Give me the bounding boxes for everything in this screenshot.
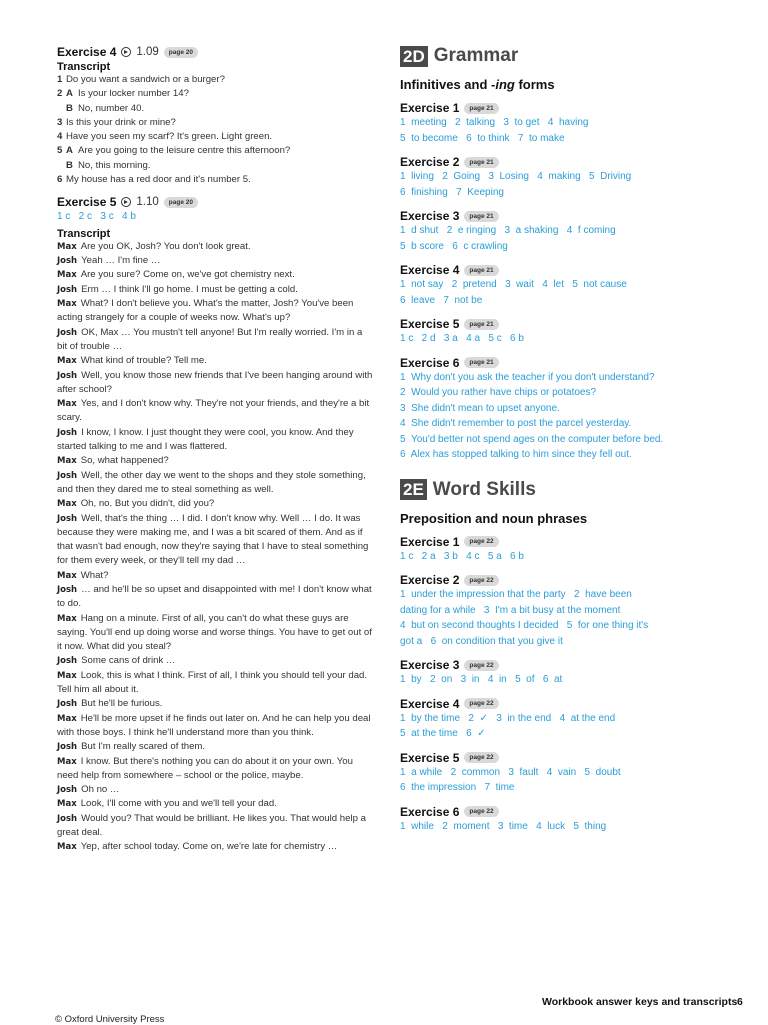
subtitle-text: Infinitives and [400, 77, 492, 92]
dialog-line [57, 697, 375, 711]
audio-icon [121, 47, 131, 57]
dialog-line [57, 254, 375, 268]
line-number: 3 [57, 116, 63, 128]
dialog-line [57, 512, 375, 569]
exercise-title: Exercise 4 [400, 263, 460, 277]
answer-line: 6 finishing 7 Keeping [400, 186, 504, 198]
answer-line: 5 You'd better not spend ages on the computer before bed. [400, 433, 664, 445]
dialog-text: Are you OK, Josh? You don't look great. [80, 240, 251, 252]
dialog-line [57, 426, 375, 455]
dialog-line [57, 755, 375, 784]
speaker-name: Josh [57, 327, 78, 338]
speaker-name: Max [57, 842, 77, 853]
exercise-block [400, 535, 740, 565]
exercise-title: Exercise 2 [400, 573, 460, 587]
answer-line: 1 c 2 d 3 a 4 a 5 c 6 b [400, 333, 524, 344]
dialog-line [57, 268, 375, 282]
exercise-block [400, 263, 740, 308]
page-reference-badge: page 21 [464, 265, 498, 276]
exercise-block [400, 155, 740, 200]
transcript-label: Transcript [57, 227, 111, 240]
answer-line: 1 c 2 a 3 b 4 c 5 a 6 b [400, 550, 524, 562]
dialog-line [57, 354, 375, 368]
dialog-text: I know. But there's nothing you can do about it on your own. You need help from somewhere – school or the police, maybe. [57, 755, 353, 781]
speaker-name: Josh [57, 427, 78, 438]
speaker-name: Josh [57, 585, 78, 595]
speaker-letter: A [66, 88, 73, 100]
dialog-line [57, 497, 375, 511]
track-number: 1.09 [136, 46, 159, 58]
speaker-name: Max [57, 270, 77, 281]
line-text: Is your locker number 14? [78, 88, 189, 100]
dialog-line [57, 469, 375, 498]
line-number: 1 [57, 74, 63, 85]
exercise-title: Exercise 5 [57, 195, 117, 210]
answer-line: 1 living 2 Going 3 Losing 4 making 5 Driving [400, 171, 632, 182]
answer-line: 1 not say 2 pretend 3 wait 4 let 5 not cause [400, 279, 627, 290]
dialog-text: Oh, no. But you didn't, did you? [80, 498, 215, 510]
section-title: Word Skills [432, 478, 536, 500]
audio-icon [121, 197, 131, 207]
page-reference-badge: page 21 [464, 319, 498, 330]
transcript-line [57, 116, 375, 130]
dialog-text: I know, I know. I just thought they were cool, you know. And they started talking to me and I was flattered. [57, 426, 354, 453]
answer-line: dating for a while 3 I'm a bit busy at the moment [400, 604, 621, 616]
dialog-text: He'll be more upset if he finds out later on. And he can help you deal with those boys. I think he'll understand more than you think. [57, 712, 371, 738]
copyright: © Oxford University Press [55, 1014, 165, 1025]
section-title: Grammar [433, 45, 519, 66]
page-reference-badge: page 20 [164, 47, 198, 58]
line-number: 2 [57, 88, 63, 100]
dialog-line [57, 326, 375, 355]
answer-line: 4 but on second thoughts I decided 5 for one thing it's [400, 620, 649, 631]
answer-line: 1 by the time 2 ✓ 3 in the end 4 at the end [400, 712, 616, 724]
dialog-line [57, 783, 375, 797]
answer-line: 1 Why don't you ask the teacher if you don't understand? [400, 371, 655, 383]
dialog-text: Look, this is what I think. First of all, I think you should tell your dad. Tell him all about it. [57, 669, 368, 696]
dialog-text: So, what happened? [80, 455, 169, 467]
dialog-text: Well, the other day we went to the shops and they stole something, and then they dared me to steal something as well. [57, 469, 366, 495]
dialog-text: But I'm really scared of them. [81, 741, 206, 753]
dialog-text: Well, you know those new friends that I've been hanging around with after school? [57, 369, 373, 395]
dialog-line [57, 297, 375, 326]
exercise-title: Exercise 1 [400, 101, 460, 115]
speaker-name: Max [57, 356, 77, 367]
exercise-block [400, 573, 740, 649]
speaker-name: Josh [57, 813, 78, 824]
speaker-name: Max [57, 613, 77, 624]
line-text: Is this your drink or mine? [66, 116, 176, 128]
dialog-line [57, 712, 375, 741]
answer-line: 1 by 2 on 3 in 4 in 5 of 6 at [400, 674, 563, 685]
page-reference-badge: page 22 [464, 806, 498, 817]
page-number: 6 [737, 996, 743, 1008]
dialog-text: Are you sure? Come on, we've got chemistry next. [80, 269, 295, 281]
exercise-title: Exercise 5 [400, 750, 460, 765]
exercise-block [400, 697, 740, 742]
answer-line: 1 a while 2 common 3 fault 4 vain 5 doubt [400, 766, 621, 778]
exercise-block [400, 805, 740, 835]
exercise-block [400, 101, 740, 146]
dialog-line [57, 569, 375, 583]
dialog-line [57, 840, 375, 854]
speaker-name: Max [57, 713, 77, 724]
exercise-heading [400, 573, 740, 587]
page-reference-badge: page 22 [464, 575, 498, 586]
line-number: 4 [57, 131, 63, 143]
transcript-label: Transcript [57, 61, 111, 73]
page-reference-badge: page 22 [464, 660, 498, 671]
exercise-4-transcript [57, 73, 375, 187]
speaker-name: Josh [57, 513, 78, 524]
exercise-5-heading [57, 195, 375, 209]
transcript-line [57, 173, 375, 187]
dialog-text: OK, Max … You mustn't tell anyone! But I'm really worried. I'm in a bit of trouble … [57, 326, 363, 352]
answer-line: 4 She didn't remember to post the parcel yesterday. [400, 418, 632, 429]
subtitle-end: forms [514, 77, 555, 92]
dialog-text: … and he'll be so upset and disappointed with me! I don't know what to do. [57, 584, 372, 610]
dialog-text: Well, that's the thing … I did. I don't know why. Well … I do. It was because they were making me, and I was a bit scared of them. And as if that wasn't bad enough, now they're saying that I have to steal something for them every week, or they'll tell my dad … [57, 512, 369, 567]
transcript-line [57, 159, 375, 173]
speaker-name: Max [57, 570, 77, 581]
line-number: 5 [57, 145, 63, 157]
dialog-text: What kind of trouble? Tell me. [80, 355, 207, 367]
exercise-block [400, 209, 740, 254]
dialog-line [57, 740, 375, 754]
exercise-heading [400, 155, 740, 169]
page-reference-badge: page 21 [464, 211, 498, 222]
exercise-heading [400, 263, 740, 277]
left-column [57, 45, 375, 855]
exercise-5-answers: 1 c 2 c 3 c 4 b [57, 211, 136, 223]
dialog-text: Look, I'll come with you and we'll tell your dad. [80, 798, 277, 810]
grammar-exercises [400, 101, 740, 463]
exercise-heading [400, 751, 740, 765]
speaker-name: Josh [57, 470, 78, 481]
dialog-line [57, 369, 375, 398]
exercise-5-transcript [57, 240, 375, 855]
dialog-line [57, 240, 375, 254]
speaker-name: Josh [57, 742, 78, 753]
page-reference-badge: page 22 [464, 536, 498, 547]
dialog-line [57, 797, 375, 811]
track-number: 1.10 [136, 196, 159, 209]
answer-line: got a 6 on condition that you give it [400, 635, 563, 647]
exercise-title: Exercise 3 [400, 209, 460, 223]
word-skills-subtitle: Preposition and noun phrases [400, 510, 588, 526]
transcript-line [57, 102, 375, 116]
speaker-name: Max [57, 456, 77, 467]
answer-line: 6 leave 7 not be [400, 294, 483, 306]
answer-line: 6 the impression 7 time [400, 782, 515, 793]
speaker-name: Max [57, 756, 77, 767]
transcript-line [57, 87, 375, 101]
answer-line: 2 Would you rather have chips or potatoes? [400, 387, 597, 398]
dialog-line [57, 583, 375, 612]
line-text: No, this morning. [78, 159, 151, 171]
answer-line: 1 under the impression that the party 2 have been [400, 589, 632, 600]
exercise-title: Exercise 3 [400, 658, 460, 672]
exercise-heading [400, 317, 740, 331]
subtitle-italic: -ing [491, 77, 515, 92]
dialog-text: Yeah … I'm fine … [81, 255, 161, 267]
page-reference-badge: page 21 [464, 103, 498, 114]
line-text: Are you going to the leisure centre this afternoon? [78, 145, 291, 157]
page-reference-badge: page 21 [464, 157, 498, 168]
exercise-heading [400, 101, 740, 115]
speaker-letter: B [66, 159, 73, 171]
dialog-text: Some cans of drink … [81, 655, 176, 667]
line-number: 6 [57, 174, 63, 186]
dialog-line [57, 669, 375, 698]
exercise-title: Exercise 5 [400, 317, 460, 331]
page-reference-badge: page 21 [464, 357, 498, 368]
answer-line: 5 at the time 6 ✓ [400, 728, 486, 739]
section-badge: 2E [400, 479, 427, 500]
dialog-line [57, 612, 375, 655]
exercise-block [400, 658, 740, 688]
speaker-name: Max [57, 499, 77, 510]
dialog-line [57, 812, 375, 841]
speaker-name: Josh [57, 370, 78, 381]
exercise-heading [400, 356, 740, 370]
dialog-text: What? [80, 569, 109, 581]
exercise-4-heading [57, 45, 375, 59]
speaker-letter: B [66, 102, 73, 114]
exercise-heading [400, 658, 740, 672]
speaker-name: Josh [57, 699, 78, 710]
exercise-block [400, 356, 740, 463]
transcript-line [57, 73, 375, 87]
transcript-line [57, 130, 375, 144]
page-reference-badge: page 20 [164, 197, 198, 208]
dialog-text: What? I don't believe you. What's the matter, Josh? You've been acting strangely for a couple of weeks now. What's up? [57, 298, 354, 324]
answer-line: 6 Alex has stopped talking to him since they fell out. [400, 449, 632, 460]
exercise-block [400, 751, 740, 796]
transcript-line [57, 144, 375, 158]
word-skills-exercises [400, 535, 740, 835]
grammar-section-heading [400, 45, 740, 67]
line-text: My house has a red door and it's number 5. [66, 174, 251, 186]
exercise-heading [400, 209, 740, 223]
footer-title: Workbook answer keys and transcripts [542, 996, 738, 1008]
line-text: Have you seen my scarf? It's green. Light green. [66, 131, 273, 143]
exercise-title: Exercise 1 [400, 534, 460, 549]
dialog-text: But he'll be furious. [81, 698, 163, 710]
speaker-name: Josh [57, 656, 78, 667]
line-text: No, number 40. [78, 102, 145, 114]
dialog-text: Would you? That would be brilliant. He likes you. That would help a great deal. [57, 812, 366, 839]
answer-line: 3 She didn't mean to upset anyone. [400, 402, 560, 414]
dialog-text: Hang on a minute. First of all, you can't do what these guys are saying. You'll end up doing worse and worse things. You have to get out of it now. What did you steal? [57, 612, 372, 653]
line-text: Do you want a sandwich or a burger? [66, 74, 225, 85]
exercise-title: Exercise 6 [400, 804, 460, 819]
answer-line: 1 d shut 2 e ringing 3 a shaking 4 f coming [400, 225, 616, 236]
speaker-name: Max [57, 670, 77, 681]
exercise-heading [400, 697, 740, 711]
exercise-title: Exercise 2 [400, 155, 460, 169]
speaker-name: Josh [57, 284, 78, 295]
section-badge: 2D [400, 46, 428, 67]
answer-line: 1 meeting 2 talking 3 to get 4 having [400, 117, 589, 128]
answer-line: 5 b score 6 c crawling [400, 240, 508, 252]
dialog-line [57, 654, 375, 668]
speaker-name: Josh [57, 256, 78, 267]
speaker-letter: A [66, 145, 73, 157]
speaker-name: Max [57, 799, 77, 810]
page-reference-badge: page 22 [464, 752, 498, 763]
exercise-title: Exercise 4 [400, 696, 460, 711]
speaker-name: Max [57, 299, 77, 310]
exercise-heading [400, 535, 740, 549]
exercise-block [400, 317, 740, 347]
dialog-text: Yes, and I don't know why. They're not your friends, and they're a bit scary. [57, 398, 370, 424]
answer-line: 1 while 2 moment 3 time 4 luck 5 thing [400, 820, 607, 832]
speaker-name: Max [57, 241, 77, 252]
dialog-line [57, 454, 375, 468]
dialog-line [57, 283, 375, 297]
answer-line: 5 to become 6 to think 7 to make [400, 132, 565, 144]
exercise-title: Exercise 4 [57, 45, 117, 59]
exercise-heading [400, 805, 740, 819]
word-skills-section-heading [400, 479, 740, 501]
dialog-text: Oh no … [81, 784, 120, 796]
page-reference-badge: page 22 [464, 698, 498, 709]
exercise-title: Exercise 6 [400, 355, 460, 370]
speaker-name: Max [57, 399, 77, 410]
dialog-line [57, 397, 375, 426]
grammar-subtitle [400, 77, 740, 92]
speaker-name: Josh [57, 785, 78, 796]
right-column [400, 45, 740, 834]
dialog-text: Yep, after school today. Come on, we're late for chemistry … [80, 841, 338, 853]
dialog-text: Erm … I think I'll go home. I must be getting a cold. [81, 283, 298, 295]
